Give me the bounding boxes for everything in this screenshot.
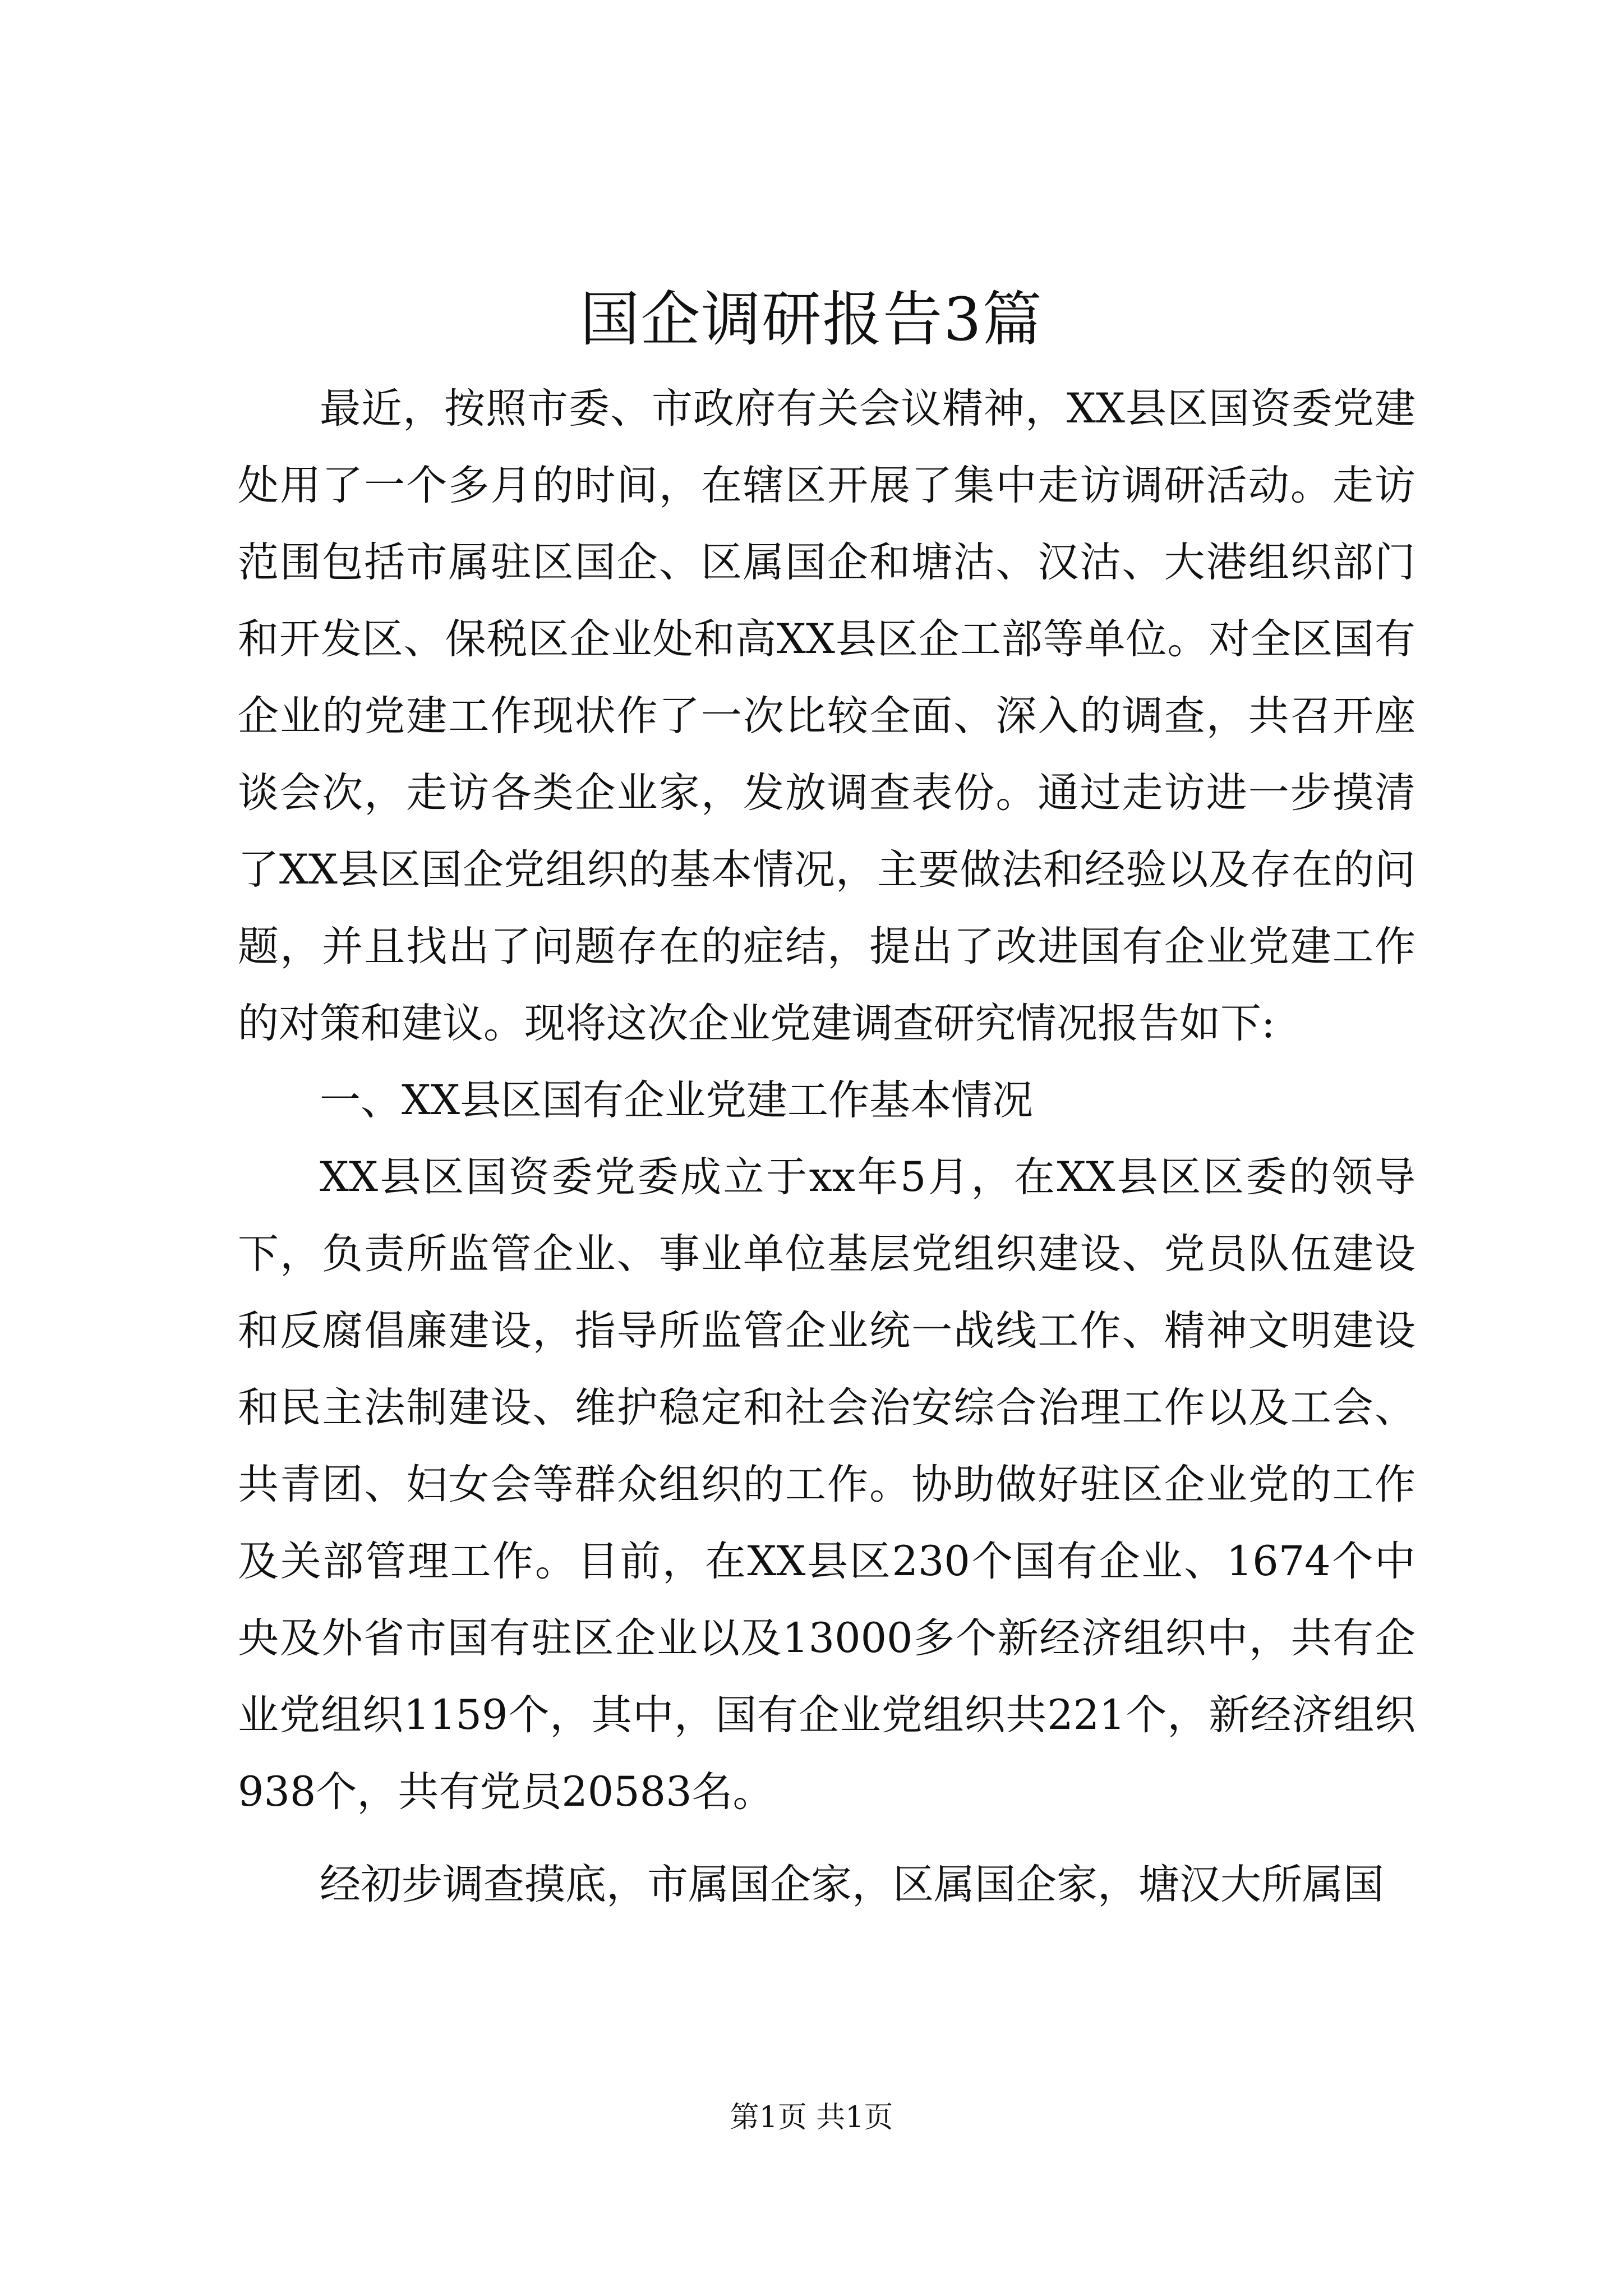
document-body <box>238 370 1415 1923</box>
document-title: 国企调研报告3篇 <box>580 285 1043 354</box>
paragraph-survey: 经初步调查摸底，市属国企家，区属国企家，塘汉大所属国 <box>320 1861 1384 1908</box>
page-footer: 第1页 共1页 <box>730 2101 893 2134</box>
paragraph-intro: 最近，按照市委、市政府有关会议精神，XX县区国资委党建处用了一个多月的时间，在辖区开展了集中走访调研活动。走访范围包括市属驻区国企、区属国企和塘沽、汉沽、大港组织部门和开发区、保税区企业处和高XX县区企工部等单位。对全区国有企业的党建工作现状作了一次比较全面、深入的调查，共召开座谈会次，走访各类企业家，发放调查表份。通过走访进一步摸清了XX县区国企党组织的基本情况，主要做法和经验以及存在的问题，并且找出了问题存在的症结，提出了改进国有企业党建工作的对策和建议。现将这次企业党建调查研究情况报告如下: <box>238 385 1415 1047</box>
section-heading-1: 一、XX县区国有企业党建工作基本情况 <box>320 1076 1033 1124</box>
paragraph-basic-situation: XX县区国资委党委成立于xx年5月，在XX县区区委的领导下，负责所监管企业、事业单位基层党组织建设、党员队伍建设和反腐倡廉建设，指导所监管企业统一战线工作、精神文明建设和民主法制建设、维护稳定和社会治安综合治理工作以及工会、共青团、妇女会等群众组织的工作。协助做好驻区企业党的工作及关部管理工作。目前，在XX县区230个国有企业、1674个中央及外省市国有驻区企业以及13000多个新经济组织中，共有企业党组织1159个，其中，国有企业党组织共221个，新经济组织938个，共有党员20583名。 <box>238 1153 1415 1816</box>
